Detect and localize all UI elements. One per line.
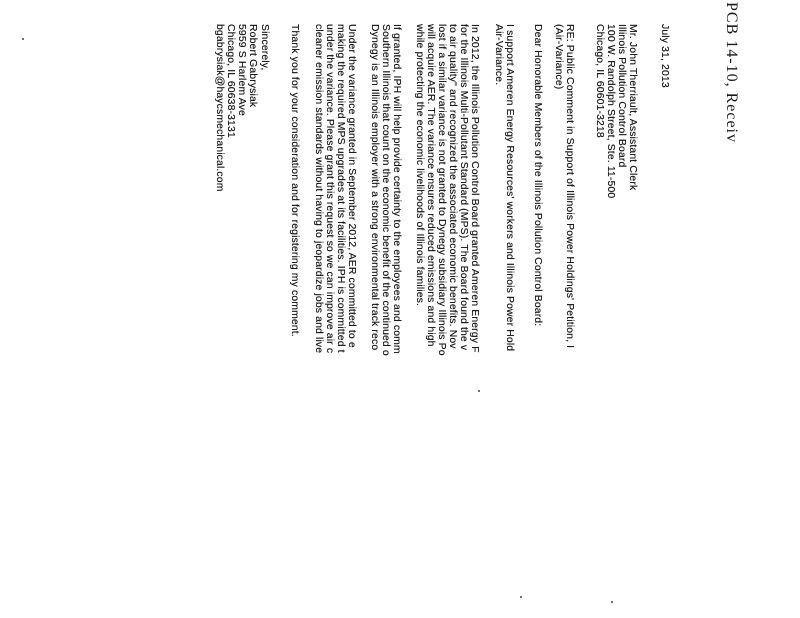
recipient-line: 100 W. Randolph Street, Ste. 11-500 xyxy=(605,24,616,199)
signature-line: 5959 S Harlem Ave xyxy=(236,24,247,116)
paragraph-line: Air-Variance. xyxy=(493,24,504,86)
recipient-line: Mr. John Therriault, Assistant Clerk xyxy=(627,24,638,191)
paragraph-line: under the variance. Please grant this request so we can improve air c xyxy=(324,24,335,354)
paragraph-5: Thank you for your consideration and for registering my comment. xyxy=(289,24,300,337)
paragraph-line: Under the variance granted in September 2012, AER committed to e xyxy=(346,24,357,348)
recipient-line: Illinois Pollution Control Board xyxy=(616,24,627,168)
scan-speck xyxy=(478,390,480,392)
paragraph-line: to air quality" and recognized the associated economic benefits. Nov xyxy=(447,24,458,349)
recipient-line: Chicago, IL 60601-3218 xyxy=(594,24,605,138)
paragraph-line: If granted, IPH will help provide certainty to the employees and comm xyxy=(391,24,402,354)
letter-date: July 31, 2013 xyxy=(659,24,670,88)
re-line-1: RE: Public Comment in Support of Illinois Power Holdings' Petition, I xyxy=(564,24,575,349)
paragraph-line: I support Ameren Energy Resources' workers and Illinois Power Hold xyxy=(504,24,515,352)
paragraph-line: In 2012, the Illinois Pollution Control Board granted Ameren Energy F xyxy=(469,24,480,353)
paragraph-line: while protecting the economic livelihoods of Illinois families. xyxy=(414,24,425,307)
re-line-2: (Air-Variance) xyxy=(553,24,564,90)
paragraph-line: making the required MPS upgrades at its facilities. IPH is committed t xyxy=(335,24,346,353)
paragraph-line: Southern Illinois that count on the economic benefit of the continued o xyxy=(380,24,391,356)
signature-line: Chicago, IL 60638-3131 xyxy=(225,24,236,138)
scan-speck xyxy=(22,38,24,40)
paragraph-line: lost if a similar variance is not granted to Dynegy subsidiary Illinois Po xyxy=(436,24,447,356)
paragraph-line: will acquire AER. The variance ensures reduced emissions and high xyxy=(425,24,436,347)
paragraph-line: for the Illinois Multi-Pollutant Standard (MPS). The Board found the v xyxy=(458,24,469,351)
scan-speck xyxy=(520,596,522,598)
signature-line: bgabrysiak@haycsmechanical.com xyxy=(214,24,225,192)
paragraph-line: Dynegy is an Illinois employer with a strong environmental track reco xyxy=(369,24,380,351)
salutation: Dear Honorable Members of the Illinois Pollution Control Board: xyxy=(532,24,543,327)
header-stamp: PCB 14-10, Receiv xyxy=(723,2,740,143)
signature-line: Robert Gabrysiak xyxy=(247,24,258,108)
paragraph-line: cleaner emission standards without having to jeopardize jobs and live xyxy=(313,24,324,354)
closing: Sincerely, xyxy=(259,24,270,71)
scan-speck xyxy=(611,601,613,603)
